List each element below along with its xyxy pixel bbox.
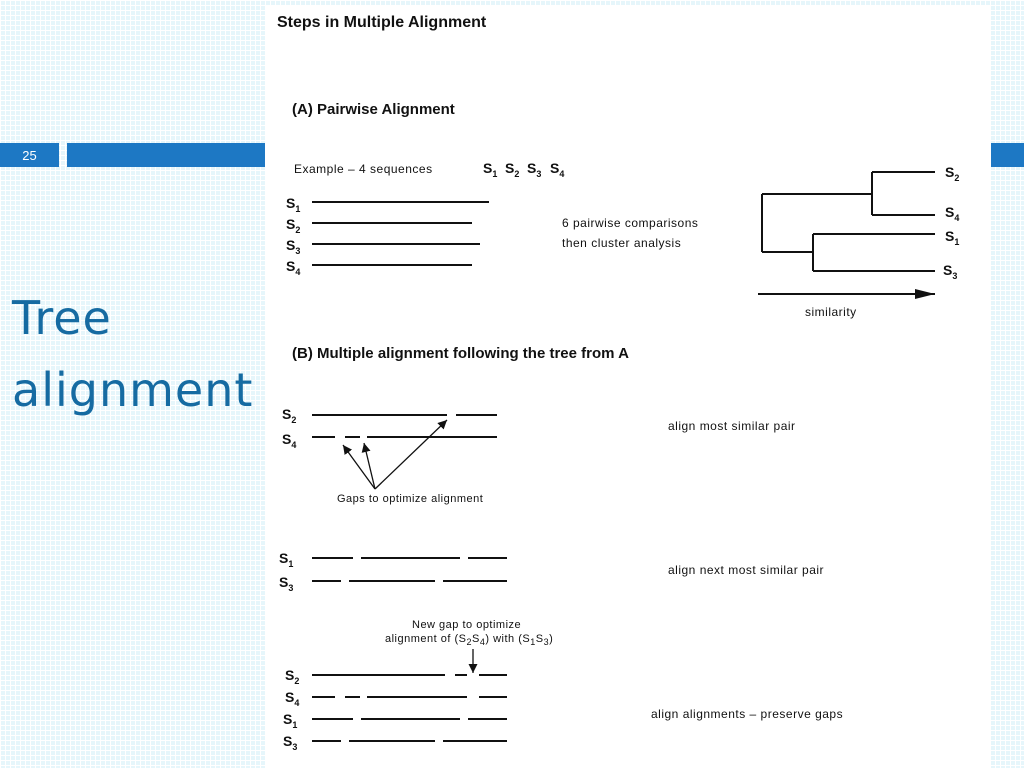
tree-leaf-s4: $S_4$ [945,204,960,223]
step1-description: align most similar pair [668,419,796,433]
pairwise-note-line2: then cluster analysis [562,236,682,250]
seq-label-s2: $S_2$ [286,216,301,235]
step2-description: align next most similar pair [668,563,825,577]
step3-alignment [312,675,507,741]
step3-label-s4: $S_4$ [285,689,300,708]
section-b-heading: (B) Multiple alignment following the tree from A [292,345,629,362]
step1-label-s2: $S_2$ [282,406,297,425]
tree-leaf-labels [943,164,959,281]
figure-svg [265,5,991,768]
example-seq-3: $S_3$ [527,160,542,179]
new-gap-note-line2: alignment of $(S_2S_4)$ with $(S_1S_3)$ [385,633,554,647]
guide-tree [762,172,935,271]
alignment-figure [265,5,991,768]
seq-label-s1: $S_1$ [286,195,301,214]
header-band-right [991,143,1024,167]
slide-title [12,282,262,426]
example-seq-4: $S_4$ [550,160,565,179]
section-a-heading: (A) Pairwise Alignment [292,101,455,118]
step2-label-s1: $S_1$ [279,550,294,569]
pairwise-note-line1: 6 pairwise comparisons [562,216,699,230]
seq-label-s4: $S_4$ [286,258,301,277]
slide-number: 25 [0,143,59,167]
tree-leaf-s3: $S_3$ [943,262,958,281]
similarity-label: similarity [805,305,857,319]
seq-label-s3: $S_3$ [286,237,301,256]
example-text: Example – 4 sequences [294,162,433,176]
gap-arrows [343,420,447,489]
example-sequence-list [483,160,564,179]
step3-label-s1: $S_1$ [283,711,298,730]
step1-label-s4: $S_4$ [282,431,297,450]
figure-title: Steps in Multiple Alignment [277,14,487,31]
example-seq-1: $S_1$ [483,160,498,179]
gaps-annotation: Gaps to optimize alignment [337,493,484,505]
step3-label-s3: $S_3$ [283,733,298,752]
gap-arrow-3 [375,420,447,489]
new-gap-note-line1: New gap to optimize [412,619,522,631]
step2-label-s3: $S_3$ [279,574,294,593]
pairwise-sequences [286,195,489,277]
tree-leaf-s2: $S_2$ [945,164,960,183]
header-band-mid [67,143,265,167]
slide-title-line1: Tree [12,291,112,345]
step1-alignment [312,415,497,437]
tree-leaf-s1: $S_1$ [945,228,960,247]
example-seq-2: $S_2$ [505,160,520,179]
slide-title-line2: alignment [12,363,254,417]
step3-label-s2: $S_2$ [285,667,300,686]
step3-description: align alignments – preserve gaps [651,707,844,721]
step2-alignment [312,558,507,581]
